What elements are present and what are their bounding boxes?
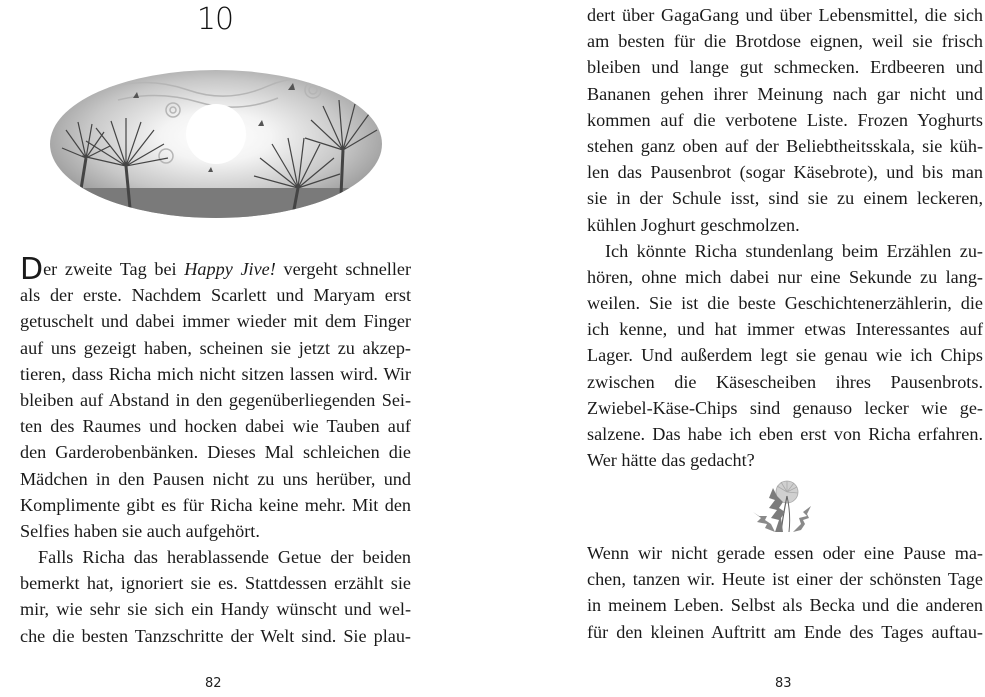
text-line: für den kleinen Auftritt am Ende des Tages auftau- [587,621,983,642]
text-line: Mädchen in den Pausen nicht zu uns herüber, und [20,468,411,489]
text-line: len das Pausenbrot (sogar Käsebrote), und bis man [587,162,983,183]
left-page-body [20,252,411,649]
text-line: auf uns gezeigt haben, scheinen sie jetzt zu akzep- [20,337,411,358]
text-line: che die besten Tanzschritte der Welt sind. Sie plau- [20,625,411,646]
right-page-section2 [587,540,983,645]
text-line: salzene. Das habe ich eben erst von Richa erfahren. [587,424,983,444]
text-line: ten des Raumes und hocken dabei wie Tauben auf [20,416,411,437]
text-line: Der zweite Tag bei Happy Jive! vergeht schneller [20,252,411,287]
text-line: bleiben und lange gut schmecken. Erdbeeren und [587,57,983,78]
text-line: bleiben auf Abstand in den gegenüberliegenden Sei- [20,389,411,410]
text-line: ich kenne, und hat immer etwas Interessantes auf [587,319,983,340]
text-line: Wer hätte das gedacht? [587,450,755,471]
text-line: bemerkt hat, ignoriert sie es. Stattdessen erzählt sie [20,573,411,594]
text-line: Wenn wir nicht gerade essen oder eine Pause ma- [587,543,983,563]
text-line: hören, ohne mich dabei nur eine Sekunde zu lang- [587,266,983,287]
text-line: Falls Richa das herablassende Getue der beiden [38,547,411,568]
text-line: dert über GagaGang und über Lebensmittel, die sich [587,5,983,25]
right-page [540,0,985,697]
text-line: Komplimente gibt es für Richa keine mehr. Mit den [20,494,411,515]
text-line: zwischen die Käsescheiben ihres Pausenbrots. [587,371,983,392]
chapter-illustration-icon [48,68,384,220]
text-line: weilen. Sie ist die beste Geschichtenerzählerin, die [587,293,983,314]
text-line: den Garderobenbänken. Dieses Mal schleichen die [20,442,411,463]
dropcap: D [20,252,44,287]
left-page [0,0,440,697]
text-line: als der erste. Nachdem Scarlett und Maryam erst [20,285,411,306]
text-line: kühlen Joghurt geschmolzen. [587,214,800,235]
text-line: chen, tanzen wir. Heute ist einer der schönsten Tage [587,569,983,590]
text-line: getuschelt und dabei immer wieder mit dem Finger [20,311,411,332]
text-line: sie in der Schule isst, sind sie zu einem leckeren, [587,188,983,209]
text-line: Lager. Und außerdem legt sie genau wie ich Chips [587,345,983,366]
chapter-number: 10 [196,2,234,37]
text-line: tieren, dass Richa mich nicht sitzen lassen wird. Wir [20,363,411,384]
text-line: Bananen gehen ihrer Meinung nach gar nicht und [587,83,983,104]
show-title: Happy Jive! [184,259,276,279]
text-line: Selfies haben sie auch aufgehört. [20,520,260,541]
text-line: Ich könnte Richa stundenlang beim Erzählen zu- [605,240,983,261]
page-number: 83 [775,676,792,691]
text-line: stehen ganz oben auf der Beliebtheitsskala, sie küh- [587,135,983,156]
right-page-body [587,2,983,473]
text-line: am besten für die Brotdose eignen, weil sie frisch [587,31,983,52]
text-line: kommen auf die verbotene Liste. Frozen Yoghurts [587,109,983,130]
dandelion-ornament-icon [745,478,815,536]
text-line: Zwiebel-Käse-Chips sind genauso lecker wie ge- [587,397,983,418]
text-line: mir, wie sehr sie sich ein Handy wünscht und wel- [20,599,411,620]
text-line: in meinem Leben. Selbst als Becka und die anderen [587,595,983,616]
page-number: 82 [205,676,222,691]
